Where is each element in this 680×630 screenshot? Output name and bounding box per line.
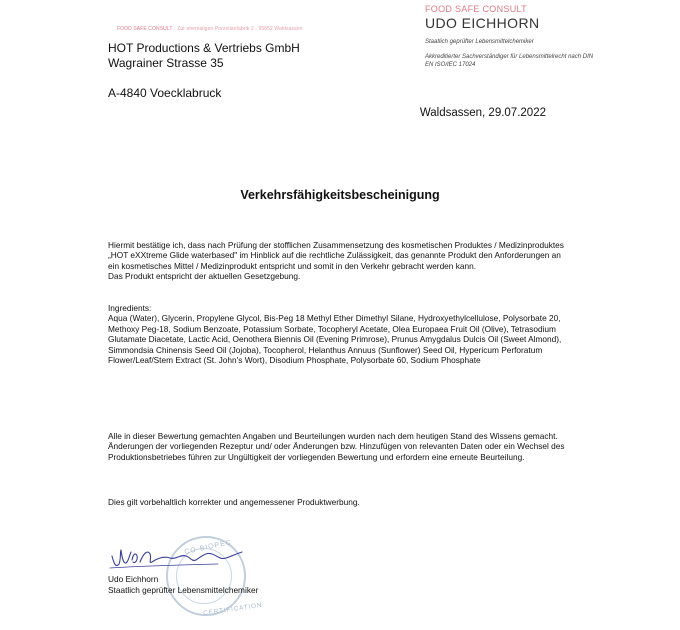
letterhead-brand: FOOD SAFE CONSULT	[425, 4, 527, 14]
closing-paragraph: Dies gilt vorbehaltlich korrekter und angemessener Produktwerbung.	[108, 497, 360, 507]
letterhead-accreditation: Akkreditierter Sachverständiger für Lebensmittelrecht nach DIN EN ISO/IEC 17024	[425, 54, 594, 68]
sender-address-line	[117, 26, 302, 32]
confirmation-paragraph	[108, 240, 568, 282]
ingredients-paragraph	[108, 303, 568, 365]
seal-bottom-text: CERTIFICATION	[202, 601, 263, 618]
sender-address: Zur ehemaligen Porzellanfabrik 2 - 95652 Waldsassen	[177, 26, 303, 32]
signature-block	[108, 539, 368, 622]
ingredients-list: Aqua (Water), Glycerin, Propylene Glycol, Bis-Peg 18 Methyl Ether Dimethyl Silane, Hydroxyethylcellulose, Polysorbate 20, Methoxy Peg-18, Sodium Benzoate, Potassium Sorbate, Tocopheryl Acetate, Olea Europaea Fruit Oil (Olive), Tetrasodium Glutamate Diacetate, Lactic Acid, Oenothera Biennis Oil (Evening Primrose), Prunus Amygdalus Dulcis Oil (Sweet Almond), Simmondsia Chinensis Seed Oil (Jojoba), Tocopherol, Helanthus Annuus (Sunflower) Seed Oil, Hypericum Perforatum Flower/Leaf/Stem Extract (St. John's Wort), Disodium Phosphate, Polysorbate 60, Sodium Phosphate	[108, 313, 562, 366]
recipient-address	[108, 41, 300, 101]
letterhead	[425, 4, 665, 69]
sender-brand: FOOD SAFE CONSULT	[117, 26, 173, 32]
recipient-street: Wagrainer Strasse 35	[108, 56, 224, 70]
document-title: Verkehrsfähigkeitsbescheinigung	[240, 188, 440, 202]
ingredients-label: Ingredients:	[108, 303, 152, 313]
recipient-company: HOT Productions & Vertriebs GmbH	[108, 41, 300, 55]
recipient-city: A-4840 Voecklabruck	[108, 86, 222, 100]
letter-date: Waldsassen, 29.07.2022	[419, 107, 546, 119]
handwritten-signature-icon	[108, 542, 248, 576]
sender-separator: ·	[173, 26, 178, 32]
law-compliance-text: Das Produkt entspricht der aktuellen Gesetzgebung.	[108, 271, 301, 282]
letterhead-name: UDO EICHHORN	[425, 15, 540, 31]
letterhead-qualification: Staatlich geprüfter Lebensmittelchemiker	[425, 39, 534, 45]
signer-name: Udo Eichhorn	[108, 574, 159, 584]
seal-top-text: CO-BIOPEC	[183, 539, 233, 556]
signer-role: Staatlich geprüfter Lebensmittelchemiker	[108, 585, 259, 595]
disclaimer-paragraph: Alle in dieser Bewertung gemachten Angaben und Beurteilungen wurden nach dem heutigen Stand des Wissens gemacht. Änderungen der vorliegenden Rezeptur und/ oder Änderungen bzw. Hinzufügen von relevanten Daten oder ein Wechsel des Produktionsbetriebes führen zur Ungültigkeit der vorliegenden Bewertung und erfordern eine erneute Beurteilung.	[108, 431, 565, 462]
confirmation-text: Hiermit bestätige ich, dass nach Prüfung der stofflichen Zusammensetzung des kosmetischen Produktes / Medizinproduktes „HOT eXXtreme Glide waterbased" im Hinblick auf die rechtliche Zulässigkeit, das genannte Produkt den Anforderungen an ein kosmetisches Mittel / Medizinprodukt entspricht und somit in den Verkehr gebracht werden kann.	[108, 240, 564, 271]
